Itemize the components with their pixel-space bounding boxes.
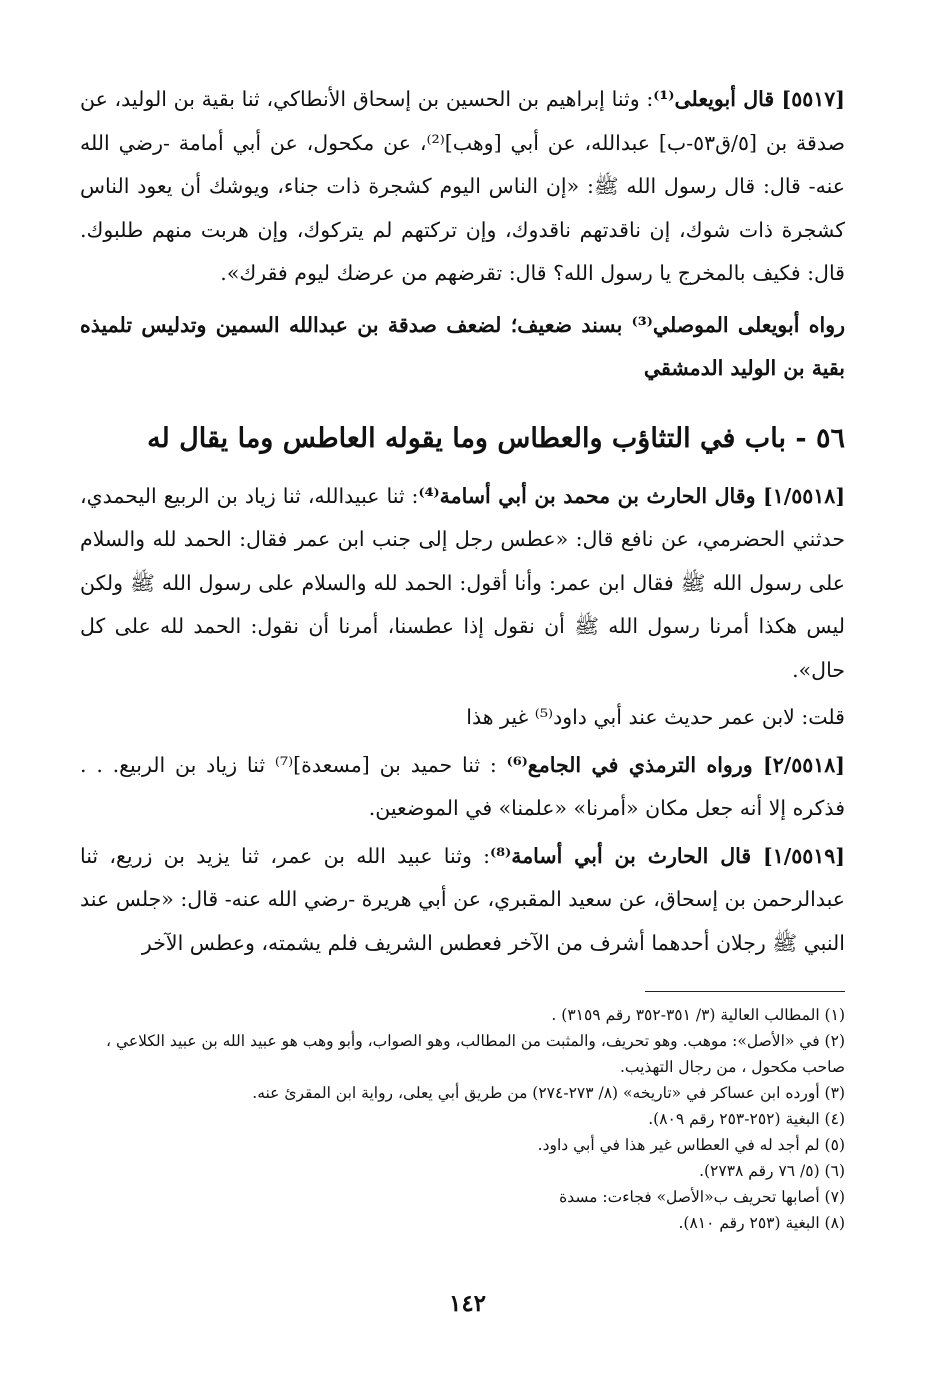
footnote: (٥) لم أجد له في العطاس غير هذا في أبي داود. xyxy=(537,1136,845,1154)
hadith-5517 xyxy=(80,78,845,296)
hadith-text: : وثنا عبيد الله بن عمر، ثنا يزيد بن زريع، ثنا عبدالرحمن بن إسحاق، عن سعيد المقبري، عن أبي هريرة -رضي الله عنه- قال: «جلس عند النبي ﷺ رجلان أحدهما أشرف من الآخر فعطس الشريف فلم يشمته، وعطس الآخر xyxy=(80,843,845,955)
hadith-5519-1 xyxy=(80,835,845,966)
footnote: (١) المطالب العالية (٣/ ٣٥١-٣٥٢ رقم ٣١٥٩) . xyxy=(551,1006,845,1024)
footnote: (٦) (٥/ ٧٦ رقم ٢٧٣٨). xyxy=(699,1162,845,1180)
footnotes xyxy=(80,1002,845,1236)
chapter-title: ٥٦ - باب في التثاؤب والعطاس وما يقوله العاطس وما يقال له xyxy=(147,422,845,454)
hadith-5518-1 xyxy=(80,475,845,693)
hadith-text: : وثنا إبراهيم بن الحسين بن إسحاق الأنطاكي، ثنا بقية بن الوليد، عن صدقة بن [٥/ق٥٣-ب] عبدالله، عن أبي [وهب]⁽²⁾، عن مكحول، عن أبي أمامة -رضي الله عنه- قال: قال رسول الله ﷺ: «إن الناس اليوم كشجرة ذات جناء، ويوشك أن يعود الناس كشجرة ذات شوك، إن ناقدتهم ناقدوك، وإن تركتهم لم يتركوك، وإن هربت منهم طلبوك. قال: فكيف بالمخرج يا رسول الله؟ قال: تقرضهم من عرضك ليوم فقرك». xyxy=(80,87,845,285)
footnote: (٤) البغية (٢٥٢-٢٥٣ رقم ٨٠٩). xyxy=(648,1110,845,1128)
footnote: (٧) أصابها تحريف ب«الأصل» فجاءت: مسدة xyxy=(559,1188,845,1206)
hadith-text: : ثنا عبيدالله، ثنا زياد بن الربيع اليحمدي، حدثني الحضرمي، عن نافع قال: «عطس رجل إلى جنب ابن عمر فقال: الحمد لله والسلام على رسول الله ﷺ فقال ابن عمر: وأنا أقول: الحمد لله والسلام على رسول الله ﷺ ولكن ليس هكذا أمرنا رسول الله ﷺ أن نقول إذا عطسنا، أمرنا أن نقول: الحمد لله على كل حال». xyxy=(80,483,845,682)
footnote: (٨) البغية (٢٥٣ رقم ٨١٠). xyxy=(678,1214,845,1232)
footnote: (٢) في «الأصل»: موهب. وهو تحريف، والمثبت من المطالب، وهو الصواب، وأبو وهب هو عبيد الله بن عبيد الكلاعي ، صاحب مكحول ، من رجال التهذيب. xyxy=(106,1032,845,1076)
grading-note: رواه أبويعلى الموصلي⁽³⁾ بسند ضعيف؛ لضعف صدقة بن عبدالله السمين وتدليس تلميذه بقية بن الوليد الدمشقي xyxy=(80,312,845,380)
hadith-ref: [٢/٥٥١٨] ورواه الترمذي في الجامع⁽⁶⁾ xyxy=(506,752,845,777)
footnote: (٣) أورده ابن عساكر في «تاريخه» (٨/ ٢٧٣-٢٧٤) من طريق أبي يعلى، رواية ابن المقرئ عنه. xyxy=(252,1084,845,1102)
page-number: ١٤٢ xyxy=(448,1290,487,1317)
hadith-ref: [١/٥٥١٨] وقال الحارث بن محمد بن أبي أسامة⁽⁴⁾ xyxy=(418,483,846,508)
hadith-ref: [١/٥٥١٩] قال الحارث بن أبي أسامة⁽⁸⁾ xyxy=(490,843,845,868)
author-remark: قلت: لابن عمر حديث عند أبي داود⁽⁵⁾ غير هذا xyxy=(466,705,845,729)
hadith-text: : ثنا حميد بن [مسعدة]⁽⁷⁾ ثنا زياد بن الربيع. . . فذكره إلا أنه جعل مكان «أمرنا» «علمنا» في الموضعين. xyxy=(80,752,845,820)
footnote-divider xyxy=(645,991,845,992)
hadith-5518-2 xyxy=(80,744,845,831)
hadith-ref: [٥٥١٧] قال أبويعلى⁽¹⁾ xyxy=(653,87,845,111)
